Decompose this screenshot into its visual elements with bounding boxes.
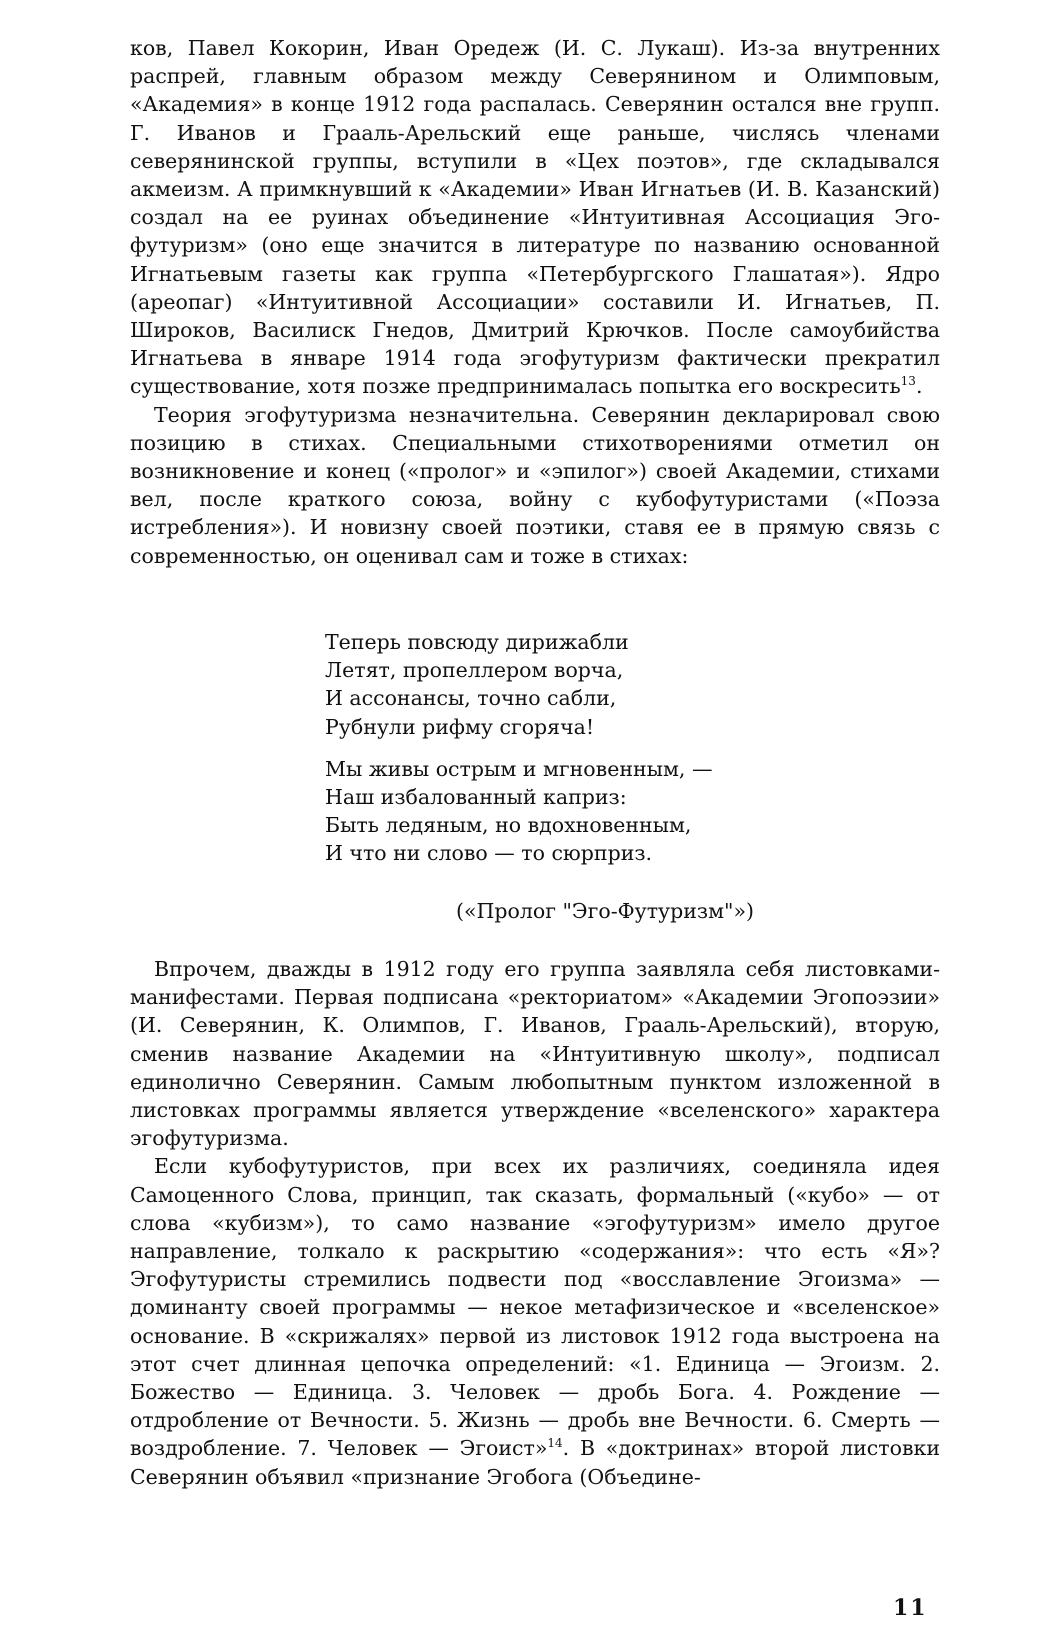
poem-line: И ассонансы, точно сабли,: [325, 686, 617, 711]
paragraph-4-text: Если кубофутуристов, при всех их различиях, соединяла идея Самоценного Слова, принцип, так сказать, формальный («кубо» — от слова «кубизм»), то само название «эгофутуризм» имело другое направление, толкало к раскрытию «содержания»: что есть «Я»? Эгофутуристы стремились подвести под «восславление Эгоизма» — доминанту своей программы — некое метафизическое и «вселенское» основание. В «скрижалях» первой из листовок 1912 года выстроена на этот счет длинная цепочка определений: «1. Единица — Эгоизм. 2. Божество — Единица. 3. Человек — дробь Бога. 4. Рождение — отдробление от Вечности. 5. Жизнь — дробь вне Вечности. 6. Смерть — воздробление. 7. Человек — Эгоист»: [130, 1154, 940, 1461]
poem-source: («Пролог "Эго-Футуризм"»): [456, 899, 754, 923]
paragraph-4-tail: . В «доктринах» второй листовки Северянин объявил «признание Эгобога (Объедине-: [130, 1436, 940, 1489]
footnote-ref-13[interactable]: 13: [900, 374, 916, 389]
poem-line: Теперь повсюду дирижабли: [325, 630, 629, 654]
poem-line: Быть ледяным, но вдохновенным,: [325, 813, 692, 838]
poem-line: Летят, пропеллером ворча,: [325, 658, 624, 683]
text-block-bottom: [130, 955, 940, 1491]
paragraph-1-text: ков, Павел Кокорин, Иван Оредеж (И. С. Лукаш). Из-за внутренних распрей, главным образом между Северянином и Олимповым, «Академия» в конце 1912 года распалась. Северянин остался вне групп. Г. Иванов и Грааль-Арельский еще раньше, числясь членами северянинской группы, вступили в «Цех поэтов», где складывался акмеизм. А примкнувший к «Академии» Иван Игнатьев (И. В. Казанский) создал на ее руинах объединение «Интуитивная Ассоциация Эго-футуризм» (оно еще значится в литературе по названию основанной Игнатьевым газеты как группа «Петербургского Глашатая»). Ядро (ареопаг) «Интуитивной Ассоциации» составили И. Игнатьев, П. Широков, Василиск Гнедов, Дмитрий Крючков. После самоубийства Игнатьева в январе 1914 года эгофутуризм фактически прекратил существование, хотя позже предпринималась попытка его воскресить: [130, 36, 940, 399]
poem-line: Рубнули рифму сгоряча!: [325, 714, 595, 739]
page-number: 11: [893, 1595, 928, 1621]
stanza-2: [325, 755, 845, 868]
poem-quote: [325, 628, 845, 882]
paragraph-1-tail: .: [915, 374, 923, 399]
paragraph-2: Теория эгофутуризма незначительна. Северянин декларировал свою позицию в стихах. Специальными стихотворениями отметил он возникновение и конец («пролог» и «эпилог») своей Академии, стихами вел, после краткого союза, войну с кубофутуристами («Поэза истребления»). И новизну своей поэтики, ставя ее в прямую связь с современностью, он оценивал сам и тоже в стихах:: [130, 402, 940, 568]
poem-line: И что ни слово — то сюрприз.: [325, 841, 653, 866]
stanza-1: [325, 628, 845, 741]
poem-line: Мы живы острым и мгновенным, —: [325, 756, 713, 781]
text-block-top: [130, 34, 940, 570]
footnote-ref-14[interactable]: 14: [547, 1436, 563, 1451]
paragraph-1: [130, 34, 940, 401]
poem-line: Наш избалованный каприз:: [325, 785, 627, 810]
paragraph-3: Впрочем, дважды в 1912 году его группа заявляла себя листовками-манифестами. Первая подписана «ректориатом» «Академии Эгопоэзии» (И. Северянин, К. Олимпов, Г. Иванов, Грааль-Арельский), вторую, сменив название Академии на «Интуитивную школу», подписал единолично Северянин. Самым любопытным пунктом изложенной в листовках программы является утверждение «вселенского» характера эгофутуризма.: [130, 957, 940, 1151]
paragraph-4: [130, 1152, 940, 1490]
